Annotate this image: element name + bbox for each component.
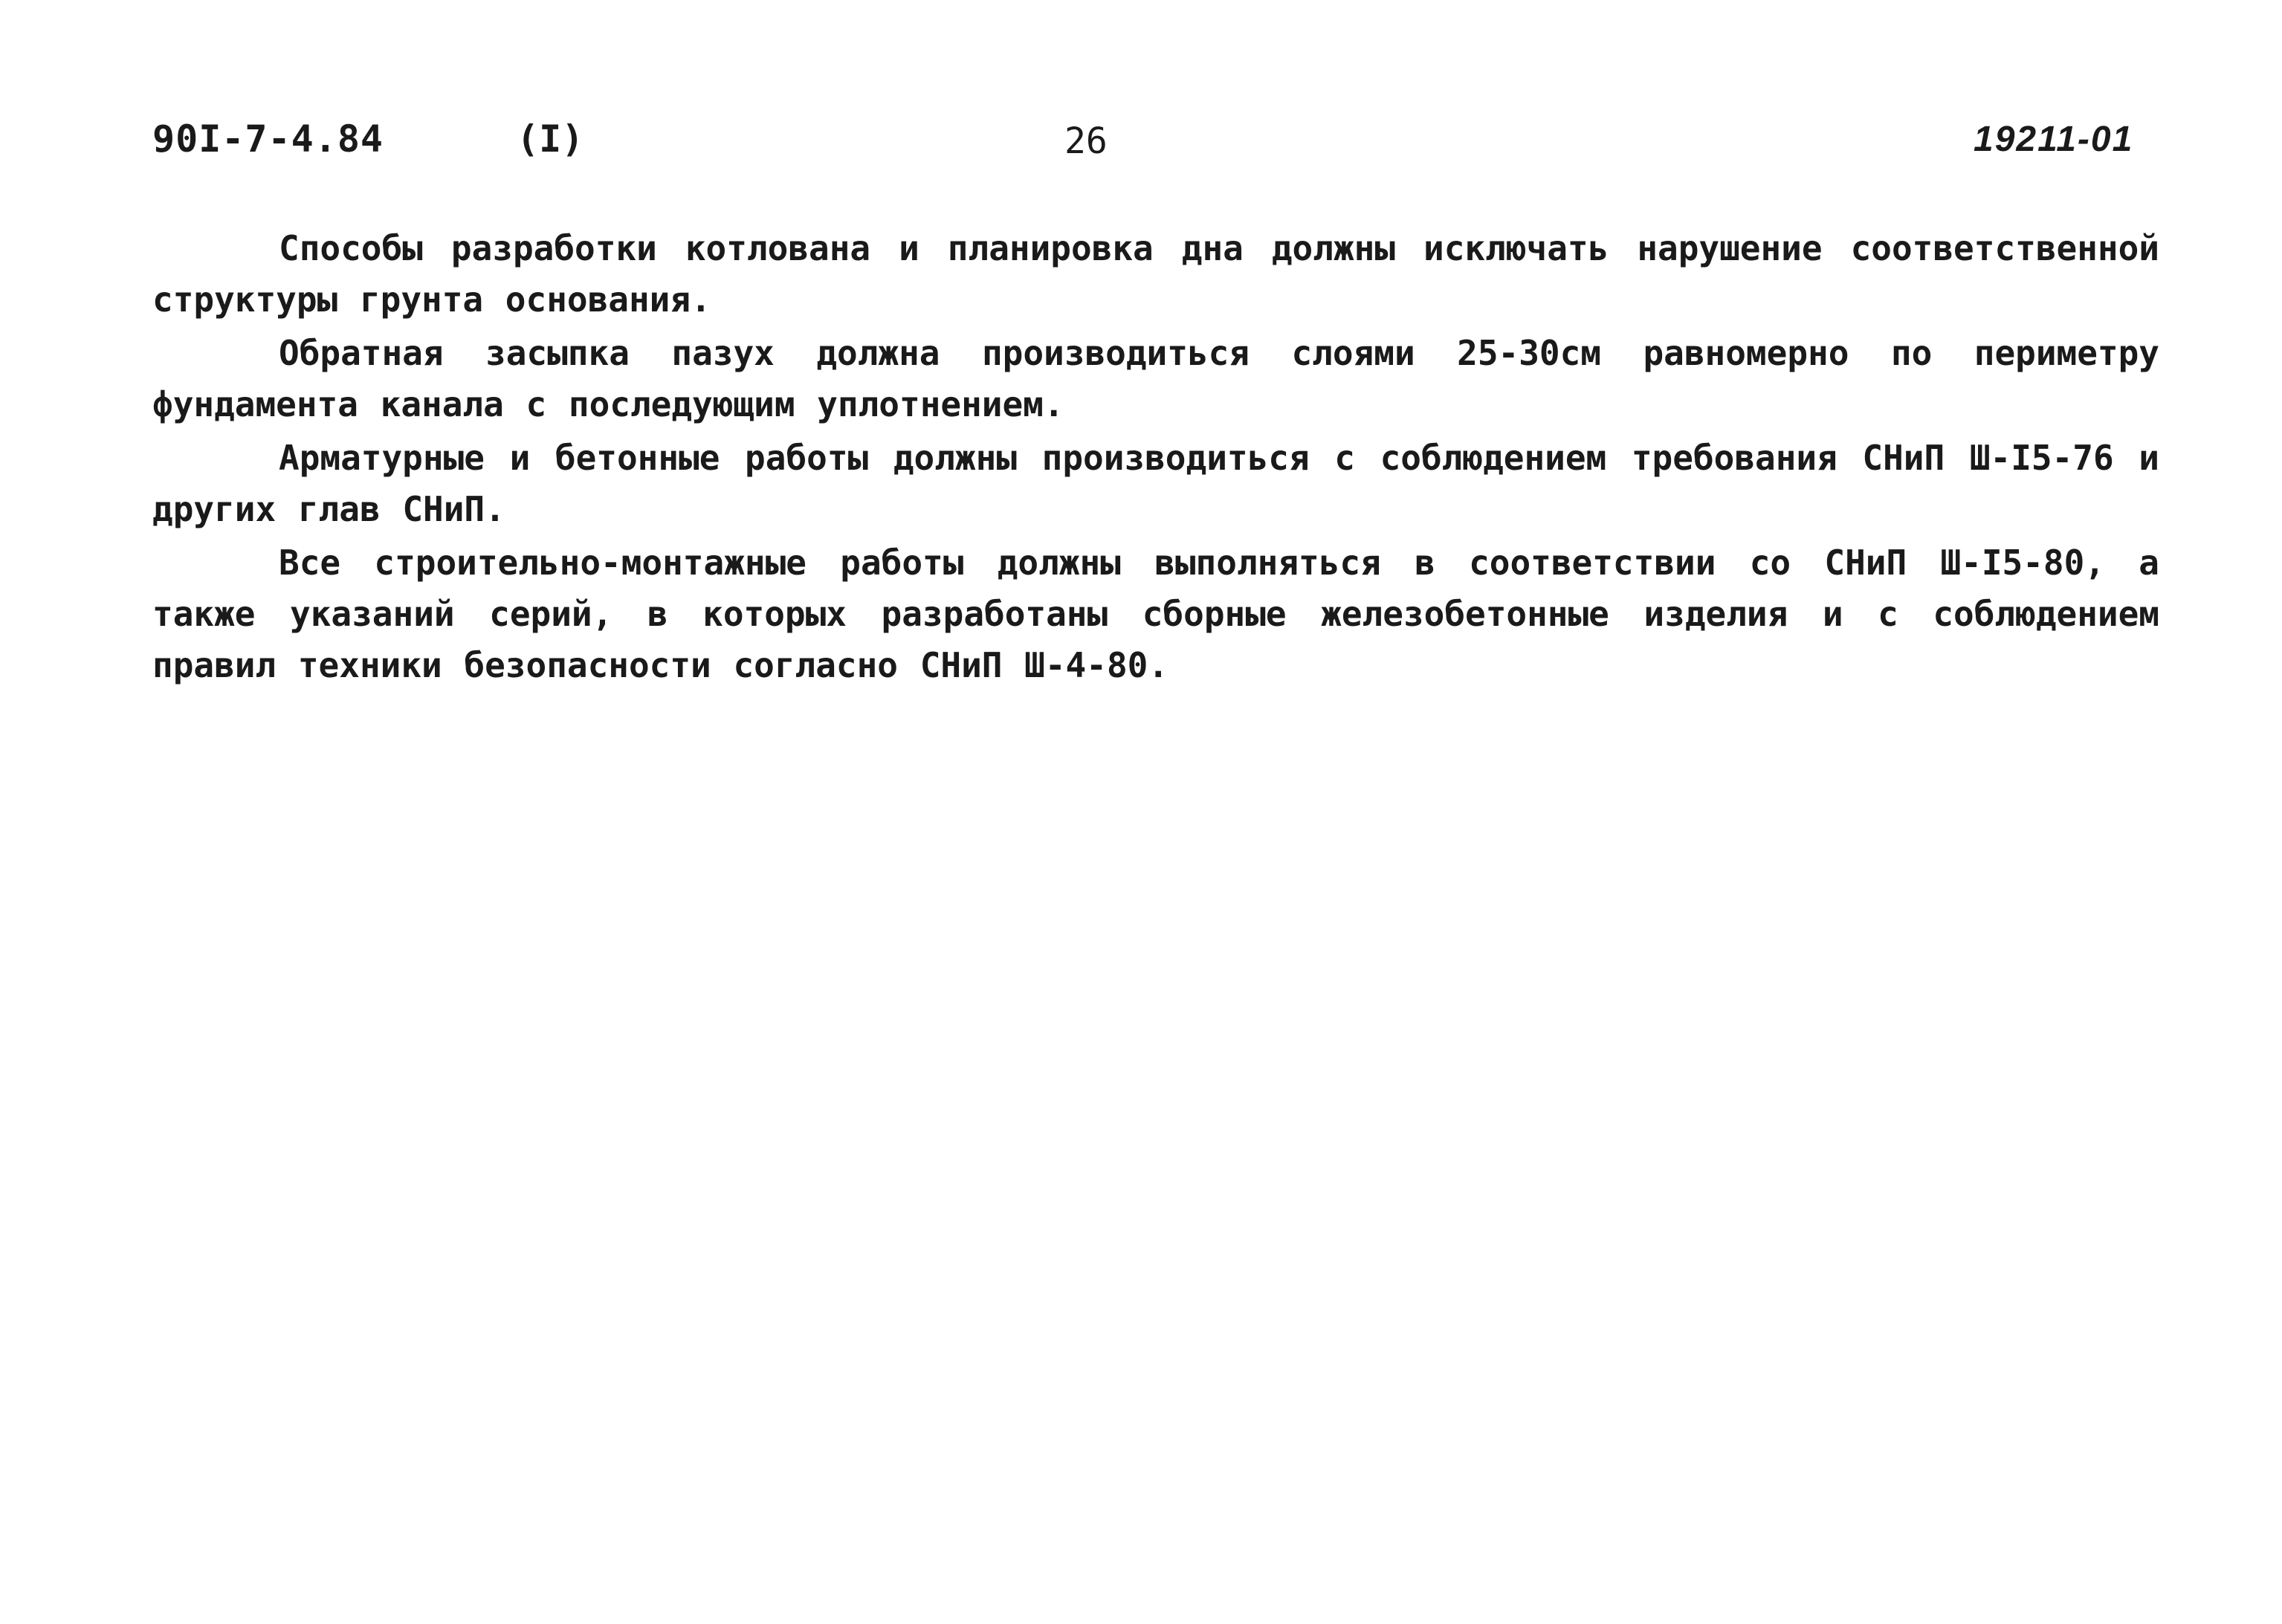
paragraph-excavation: Способы разработки котлована и планировка дна должны исключать нарушение соответственной структуры грунта основания. [152,228,2159,320]
paragraph-concrete-works: Арматурные и бетонные работы должны производиться с соблюдением требования СНиП Ш-I5-76 и других глав СНиП. [152,438,2159,529]
archive-number-stamp: 19211-01 [1974,120,2134,159]
document-part: (I) [517,117,584,161]
document-body [152,223,2159,693]
paragraph-construction-works: Все строительно-монтажные работы должны выполняться в соответствии со СНиП Ш-I5-80, а также указаний серий, в которых разработаны сборные железобетонные изделия и с соблюдением правил техники безопасности согласно СНиП Ш-4-80. [152,543,2159,685]
paragraph-backfill: Обратная засыпка пазух должна производиться слоями 25-30см равномерно по периметру фундамента канала с последующим уплотнением. [152,333,2159,424]
page-number: 26 [1064,120,1108,162]
document-code: 90I-7-4.84 [152,117,384,161]
